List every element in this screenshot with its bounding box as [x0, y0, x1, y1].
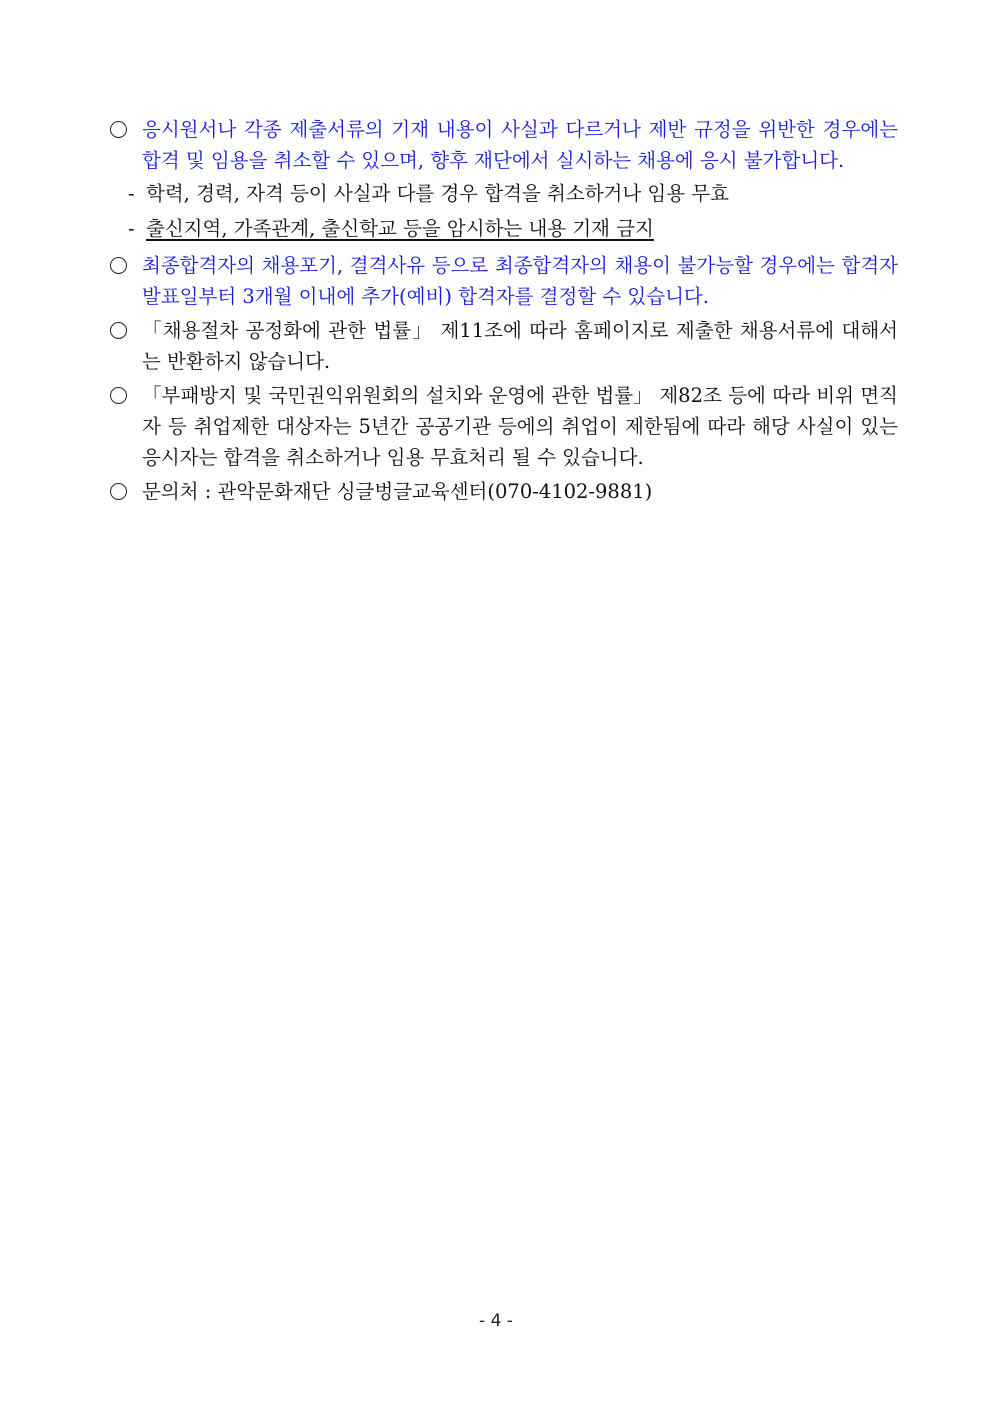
notice-text: 「부패방지 및 국민권익위원회의 설치와 운영에 관한 법률」 제82조 등에 따라 비위 면직자 등 취업제한 대상자는 5년간 공공기관 등에의 취업이 제한됨에 따라 해당 사실이 있는 응시자는 합격을 취소하거나 임용 무효처리 될 수 있습니다. [142, 384, 898, 469]
sub-item-invalid-credentials [108, 180, 898, 208]
sub-item-text: 학력, 경력, 자격 등이 사실과 다를 경우 합격을 취소하거나 임용 무효 [146, 182, 729, 205]
notice-item-false-documents [108, 114, 898, 176]
notice-item-additional-hire [108, 250, 898, 312]
page-number: - 4 - [479, 1311, 513, 1331]
circle-bullet-icon [108, 476, 142, 500]
notice-item-contact [108, 476, 898, 507]
notice-text: 응시원서나 각종 제출서류의 기재 내용이 사실과 다르거나 제반 규정을 위반한 경우에는 합격 및 임용을 취소할 수 있으며, 향후 재단에서 실시하는 채용에 응시 불가합니다. [142, 118, 898, 172]
contact-text: 문의처 : 관악문화재단 싱글벙글교육센터(070-4102-9881) [142, 480, 653, 503]
dash-bullet: - [128, 217, 135, 240]
sub-item-prohibited-info [108, 215, 898, 243]
notice-text: 「채용절차 공정화에 관한 법률」 제11조에 따라 홈페이지로 제출한 채용서류에 대해서는 반환하지 않습니다. [142, 319, 898, 373]
notice-item-employment-restriction [108, 380, 898, 473]
document-body [108, 114, 898, 510]
dash-bullet: - [128, 182, 135, 205]
circle-bullet-icon [108, 114, 142, 138]
circle-bullet-icon [108, 380, 142, 404]
circle-bullet-icon [108, 315, 142, 339]
notice-item-document-return [108, 315, 898, 377]
sub-item-text: 출신지역, 가족관계, 출신학교 등을 암시하는 내용 기재 금지 [146, 217, 654, 240]
notice-text: 최종합격자의 채용포기, 결격사유 등으로 최종합격자의 채용이 불가능할 경우에는 합격자 발표일부터 3개월 이내에 추가(예비) 합격자를 결정할 수 있습니다. [142, 254, 898, 308]
circle-bullet-icon [108, 250, 142, 274]
